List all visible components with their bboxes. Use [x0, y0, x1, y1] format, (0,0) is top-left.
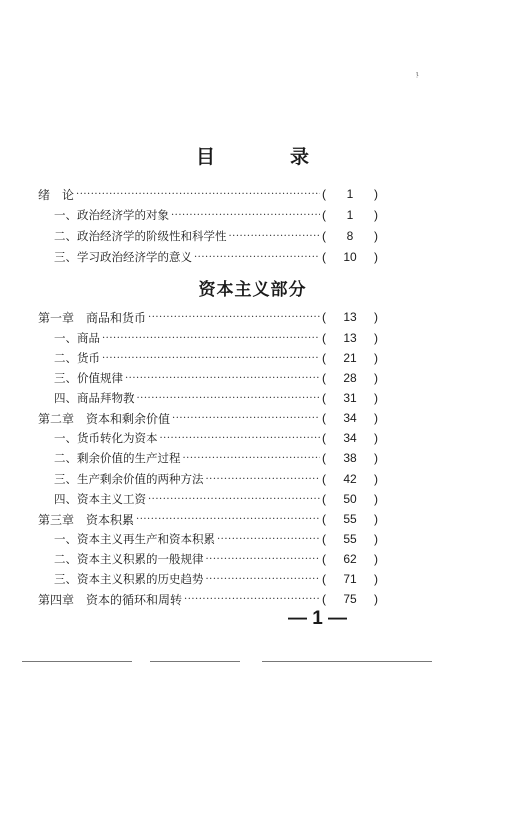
dot-leader — [229, 231, 321, 242]
toc-entry-page-number: 38 — [343, 451, 357, 465]
toc-entry-page-number: 1 — [346, 208, 354, 222]
toc-entry-page: ( 13 ) — [322, 310, 378, 324]
toc-entry-page-number: 55 — [343, 512, 357, 526]
toc-entry-page-number: 75 — [343, 592, 357, 606]
toc-entry-page-number: 8 — [346, 229, 354, 243]
toc-entry-label: 一、资本主义再生产和资本积累 — [54, 532, 215, 546]
toc-entry-page-number: 13 — [343, 310, 357, 324]
toc-entry — [0, 589, 378, 609]
toc-entry — [0, 448, 378, 468]
toc-entry-page: ( 55 ) — [322, 512, 378, 526]
dot-leader — [136, 514, 320, 525]
toc-entry — [0, 328, 378, 348]
toc-entry — [0, 428, 378, 448]
toc-entry — [0, 388, 378, 408]
toc-entry-page: ( 8 ) — [322, 229, 378, 243]
toc-entry — [0, 469, 378, 489]
toc-entry-page: ( 1 ) — [322, 187, 378, 201]
toc-entry-label: 第四章 资本的循环和周转 — [38, 592, 183, 607]
toc-entry-label: 四、商品拜物教 — [54, 391, 135, 405]
toc-entry-page-number: 21 — [343, 351, 357, 365]
toc-entry-page: ( 34 ) — [322, 431, 378, 445]
toc-entry — [0, 348, 378, 368]
toc-entry — [0, 247, 378, 267]
dot-leader — [194, 252, 320, 263]
toc-entry-page: ( 34 ) — [322, 411, 378, 425]
toc-entry-page: ( 13 ) — [322, 331, 378, 345]
toc-entry — [0, 569, 378, 589]
dot-leader — [76, 189, 320, 200]
toc-entry-label: 一、货币转化为资本 — [54, 431, 158, 445]
toc-entry — [0, 529, 378, 549]
toc-entry-label: 三、生产剩余价值的两种方法 — [54, 472, 204, 486]
toc-entry-page: ( 71 ) — [322, 572, 378, 586]
toc-entry-label: 四、资本主义工资 — [54, 492, 146, 506]
toc-entry-page-number: 71 — [343, 572, 357, 586]
dot-leader — [206, 574, 321, 585]
toc-entry-label: 一、商品 — [54, 331, 100, 345]
dot-leader — [171, 210, 320, 221]
toc-entry-page: ( 75 ) — [322, 592, 378, 606]
toc-entry-page: ( 42 ) — [322, 472, 378, 486]
dot-leader — [206, 554, 321, 565]
dot-leader — [148, 494, 320, 505]
toc-entry-page: ( 38 ) — [322, 451, 378, 465]
toc-entry-page-number: 34 — [343, 411, 357, 425]
toc-entry-page: ( 28 ) — [322, 371, 378, 385]
page-number: — 1 — — [287, 608, 348, 629]
toc-entry-page: ( 55 ) — [322, 532, 378, 546]
toc-entry-label: 二、剩余价值的生产过程 — [54, 451, 181, 465]
toc-entry-page-number: 34 — [343, 431, 357, 445]
toc-entry-page-number: 13 — [343, 331, 357, 345]
dot-leader — [217, 534, 320, 545]
dot-leader — [160, 433, 321, 444]
toc-entry — [0, 489, 378, 509]
bottom-rule-1 — [22, 661, 132, 662]
dot-leader — [125, 373, 320, 384]
toc-entry-label: 第三章 资本积累 — [38, 512, 135, 527]
toc-entry-page-number: 28 — [343, 371, 357, 385]
toc-entry — [0, 205, 378, 225]
dot-leader — [102, 353, 320, 364]
toc-entry — [0, 509, 378, 529]
toc-entry-page-number: 55 — [343, 532, 357, 546]
toc-entry-label: 第二章 资本和剩余价值 — [38, 411, 171, 426]
dot-leader — [206, 474, 321, 485]
toc-entry — [0, 549, 378, 569]
toc-entry-label: 三、学习政治经济学的意义 — [54, 250, 192, 264]
toc-entry-label: 三、资本主义积累的历史趋势 — [54, 572, 204, 586]
toc-entry — [0, 408, 378, 428]
toc-entry-page-number: 42 — [343, 472, 357, 486]
toc-entry-label: 二、政治经济学的阶级性和科学性 — [54, 229, 227, 243]
toc-entry-label: 二、货币 — [54, 351, 100, 365]
dot-leader — [172, 413, 320, 424]
dot-leader — [183, 453, 321, 464]
toc-entry — [0, 184, 378, 204]
toc-entry-label: 二、资本主义积累的一般规律 — [54, 552, 204, 566]
bottom-rule-2 — [150, 661, 240, 662]
toc-entry-page-number: 50 — [343, 492, 357, 506]
toc-entry-label: 一、政治经济学的对象 — [54, 208, 169, 222]
toc-entry — [0, 226, 378, 246]
toc-entry-page-number: 31 — [343, 391, 357, 405]
toc-entry-page-number: 62 — [343, 552, 357, 566]
bottom-rule-3 — [262, 661, 432, 662]
part-title: 资本主义部分 — [198, 280, 307, 300]
toc-entry-page: ( 50 ) — [322, 492, 378, 506]
toc-entry — [0, 368, 378, 388]
toc-entry-page: ( 10 ) — [322, 250, 378, 264]
toc-entry-page: ( 62 ) — [322, 552, 378, 566]
scan-speck: ι̣ — [416, 70, 419, 78]
dot-leader — [137, 393, 321, 404]
dot-leader — [148, 312, 320, 323]
toc-entry-label: 绪 论 — [38, 187, 75, 202]
toc-entry-page: ( 1 ) — [322, 208, 378, 222]
dot-leader — [102, 333, 320, 344]
toc-entry — [0, 307, 378, 327]
toc-entry-label: 三、价值规律 — [54, 371, 123, 385]
toc-entry-page: ( 21 ) — [322, 351, 378, 365]
toc-entry-label: 第一章 商品和货币 — [38, 310, 147, 325]
dot-leader — [184, 594, 320, 605]
toc-entry-page-number: 1 — [346, 187, 354, 201]
toc-entry-page-number: 10 — [343, 250, 357, 264]
page-title: 目 录 — [195, 146, 337, 168]
toc-entry-page: ( 31 ) — [322, 391, 378, 405]
